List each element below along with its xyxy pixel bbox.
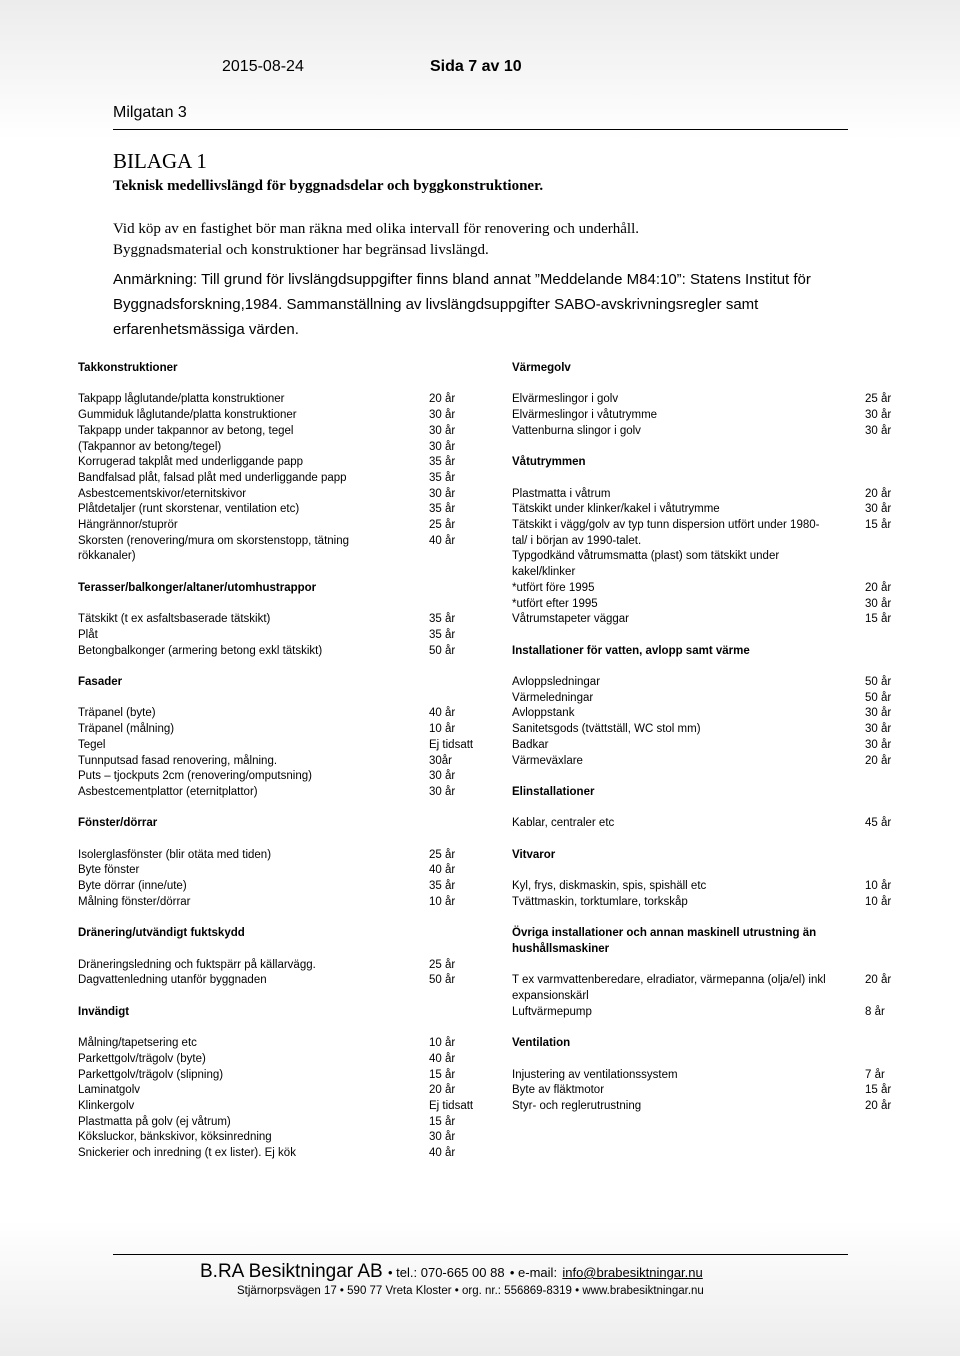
item-name: Plastmatta på golv (ej våtrum) xyxy=(78,1115,231,1128)
item-lifespan: 40 år xyxy=(429,707,456,720)
item-lifespan: 50 år xyxy=(865,676,892,688)
item-lifespan: Ej tidsatt xyxy=(429,1099,474,1112)
list-item xyxy=(512,721,925,737)
item-lifespan: Ej tidsatt xyxy=(429,738,474,751)
item-lifespan: 7 år xyxy=(865,1068,885,1081)
intro-note: Anmärkning: Till grund för livslängdsuppgifter finns bland annat ”Meddelande M84:10”: Statens Institut för Byggnadsforskning,1984. Sammanställning av livslängdsuppgifter SABO-avskrivningsregler samt erfarenhetsmässiga värden. xyxy=(113,271,811,338)
item-name: Målning fönster/dörrar xyxy=(78,895,191,908)
item-name: Tegel xyxy=(78,738,106,751)
list-item xyxy=(512,596,925,612)
list-item xyxy=(512,486,925,502)
item-lifespan: 40 år xyxy=(429,1052,456,1065)
item-name: Träpanel (byte) xyxy=(78,707,156,720)
list-item xyxy=(78,705,489,721)
list-item xyxy=(78,454,489,470)
item-name: Klinkergolv xyxy=(78,1099,135,1112)
item-name: Parkettgolv/trägolv (byte) xyxy=(78,1052,206,1065)
item-name: Laminatgolv xyxy=(78,1084,141,1097)
list-item xyxy=(512,423,925,439)
item-name: *utfört efter 1995 xyxy=(512,597,598,610)
item-name: tal/ i början av 1990-talet. xyxy=(512,534,642,547)
section-heading: Vitvaror xyxy=(512,848,556,861)
header-address: Milgatan 3 xyxy=(113,104,187,121)
list-item xyxy=(512,580,925,596)
list-item xyxy=(512,737,925,753)
item-lifespan: 50 år xyxy=(429,974,456,987)
section-heading: Dränering/utvändigt fuktskydd xyxy=(78,927,245,940)
list-item xyxy=(512,407,925,423)
list-item xyxy=(78,1098,489,1114)
section-heading: Installationer för vatten, avlopp samt värme xyxy=(512,644,750,657)
item-name: Plastmatta i våtrum xyxy=(512,487,611,500)
item-lifespan: 10 år xyxy=(429,1037,456,1050)
header-divider xyxy=(113,129,848,130)
footer-bullet: • xyxy=(388,1265,397,1280)
list-item xyxy=(78,1035,489,1051)
section-heading: Ventilation xyxy=(512,1037,571,1050)
item-lifespan: 15 år xyxy=(865,519,892,531)
section-heading: Våtutrymmen xyxy=(512,456,586,469)
list-item xyxy=(78,1129,489,1145)
list-item xyxy=(512,988,925,1004)
header-page-number: Sida 7 av 10 xyxy=(430,58,522,75)
item-lifespan: 30 år xyxy=(865,424,892,437)
footer-email-link[interactable]: info@brabesiktningar.nu xyxy=(562,1265,703,1280)
item-name: Typgodkänd våtrumsmatta (plast) som tätskikt under xyxy=(512,550,780,563)
item-lifespan: 30 år xyxy=(429,440,456,453)
list-item xyxy=(512,1098,925,1114)
list-item xyxy=(78,878,489,894)
list-item xyxy=(78,611,489,627)
item-name: Kablar, centraler etc xyxy=(512,817,615,830)
item-lifespan: 20 år xyxy=(865,974,892,987)
list-item xyxy=(78,423,489,439)
item-lifespan: 30 år xyxy=(429,770,456,783)
item-name: expansionskärl xyxy=(512,990,589,1002)
item-lifespan: 15 år xyxy=(429,1068,456,1081)
intro-line-2: Byggnadsmaterial och konstruktioner har begränsad livslängd. xyxy=(113,242,489,258)
footer-contact xyxy=(200,1261,703,1283)
list-item xyxy=(512,1082,925,1098)
section-heading: Invändigt xyxy=(78,1005,130,1018)
item-name: Plåtdetaljer (runt skorstenar, ventilation etc) xyxy=(78,503,300,516)
item-name: Byte dörrar (inne/ute) xyxy=(78,880,187,893)
list-item xyxy=(78,486,489,502)
item-name: Asbestcementskivor/eternitskivor xyxy=(78,487,247,500)
item-lifespan: 30 år xyxy=(429,1131,456,1144)
intro-line-1: Vid köp av en fastighet bör man räkna med olika intervall för renovering och underhåll. xyxy=(113,221,640,237)
footer-bullet: • xyxy=(509,1265,519,1280)
item-name: Isolerglasfönster (blir otäta med tiden) xyxy=(78,848,272,861)
item-name: Värmeväxlare xyxy=(512,754,583,767)
item-name: Betongbalkonger (armering betong exkl tätskikt) xyxy=(78,644,323,657)
item-name: Gummiduk låglutande/platta konstruktioner xyxy=(78,409,297,422)
list-item xyxy=(512,690,925,706)
item-lifespan: 10 år xyxy=(865,880,892,893)
list-item xyxy=(512,705,925,721)
item-lifespan: 10 år xyxy=(865,895,892,908)
item-lifespan: 30 år xyxy=(865,738,892,751)
item-lifespan: 30 år xyxy=(865,503,892,516)
item-name: Tätskikt (t ex asfaltsbaserade tätskikt) xyxy=(78,613,271,626)
list-item xyxy=(512,611,925,627)
item-lifespan: 25 år xyxy=(429,519,456,531)
footer-company: B.RA Besiktningar AB xyxy=(200,1261,383,1282)
item-lifespan: 10 år xyxy=(429,723,456,736)
item-name: Injustering av ventilationssystem xyxy=(512,1068,678,1081)
list-item xyxy=(78,972,489,988)
item-lifespan: 40 år xyxy=(429,1147,456,1159)
item-lifespan: 35 år xyxy=(429,628,456,641)
item-name: Hängrännor/stuprör xyxy=(78,519,178,531)
item-name: Avloppstank xyxy=(512,707,575,720)
list-item xyxy=(78,533,489,549)
list-item xyxy=(78,407,489,423)
item-name: Värmeledningar xyxy=(512,691,594,704)
list-item xyxy=(512,1004,925,1020)
list-item xyxy=(78,957,489,973)
section-heading: Takkonstruktioner xyxy=(78,362,178,374)
item-name: Köksluckor, bänkskivor, köksinredning xyxy=(78,1131,272,1144)
item-lifespan: 40 år xyxy=(429,864,456,877)
item-name: kakel/klinker xyxy=(512,566,576,579)
item-name: Korrugerad takplåt med underliggande papp xyxy=(78,456,304,469)
list-item xyxy=(78,548,489,564)
list-item xyxy=(512,1067,925,1083)
item-lifespan: 20 år xyxy=(865,581,892,594)
item-name: Tätskikt i vägg/golv av typ tunn dispersion utfört under 1980- xyxy=(512,519,820,531)
item-lifespan: 15 år xyxy=(865,1084,892,1097)
section-heading: Övriga installationer och annan maskinell utrustning än xyxy=(512,927,817,940)
list-item xyxy=(512,894,925,910)
item-lifespan: 40 år xyxy=(429,534,456,547)
list-item xyxy=(78,847,489,863)
item-name: Byte fönster xyxy=(78,864,140,877)
list-item xyxy=(512,391,925,407)
list-item xyxy=(512,972,925,988)
item-name: Snickerier och inredning (t ex lister). Ej kök xyxy=(78,1147,296,1159)
list-item xyxy=(512,753,925,769)
item-name: Byte av fläktmotor xyxy=(512,1084,605,1097)
list-item xyxy=(78,501,489,517)
item-name: Styr- och reglerutrustning xyxy=(512,1099,642,1112)
item-name: Dagvattenledning utanför byggnaden xyxy=(78,974,267,987)
section-heading-continued: hushållsmaskiner xyxy=(512,942,610,955)
list-item xyxy=(78,1067,489,1083)
list-item xyxy=(78,391,489,407)
item-lifespan: 30 år xyxy=(429,487,456,500)
item-lifespan: 30 år xyxy=(429,785,456,798)
list-item xyxy=(78,1051,489,1067)
list-item xyxy=(78,1145,489,1161)
item-lifespan: 8 år xyxy=(865,1005,885,1018)
item-lifespan: 30 år xyxy=(865,723,892,736)
item-name: Skorsten (renovering/mura om skorstenstopp, tätning xyxy=(78,534,350,547)
item-name: Badkar xyxy=(512,738,549,751)
item-name: (Takpannor av betong/tegel) xyxy=(78,440,222,453)
item-lifespan: 35 år xyxy=(429,456,456,469)
item-name: Träpanel (målning) xyxy=(78,723,175,736)
item-name: Luftvärmepump xyxy=(512,1005,592,1018)
item-name: Vattenburna slingor i golv xyxy=(512,424,641,437)
item-lifespan: 15 år xyxy=(865,613,892,626)
footer-email-label: e-mail: xyxy=(518,1265,558,1280)
item-lifespan: 30 år xyxy=(429,424,456,437)
item-name: Asbestcementplattor (eternitplattor) xyxy=(78,785,258,798)
item-lifespan: 20 år xyxy=(865,1099,892,1112)
document-title: BILAGA 1 xyxy=(113,149,207,173)
list-item xyxy=(512,517,925,533)
item-lifespan: 30 år xyxy=(865,597,892,610)
list-item xyxy=(78,784,489,800)
item-lifespan: 20 år xyxy=(865,754,892,767)
item-lifespan: 25 år xyxy=(429,848,456,861)
item-lifespan: 35 år xyxy=(429,880,456,893)
list-item xyxy=(512,548,925,564)
item-lifespan: 30 år xyxy=(429,409,456,422)
item-name: Målning/tapetsering etc xyxy=(78,1037,197,1050)
item-lifespan: 30 år xyxy=(865,409,892,422)
section-heading: Fönster/dörrar xyxy=(78,817,158,830)
item-lifespan: 50 år xyxy=(865,691,892,704)
list-item xyxy=(78,753,489,769)
list-item xyxy=(78,627,489,643)
item-name: *utfört före 1995 xyxy=(512,581,595,594)
item-name: rökkanaler) xyxy=(78,550,136,563)
section-heading: Fasader xyxy=(78,676,123,688)
item-name: Bandfalsad plåt, falsad plåt med underliggande papp xyxy=(78,471,347,484)
list-item xyxy=(78,768,489,784)
item-lifespan: 35 år xyxy=(429,503,456,516)
list-item xyxy=(512,878,925,894)
item-lifespan: 20 år xyxy=(865,487,892,500)
section-heading: Terasser/balkonger/altaner/utomhustrappor xyxy=(78,581,317,594)
item-lifespan: 10 år xyxy=(429,895,456,908)
list-item xyxy=(78,737,489,753)
list-item xyxy=(512,674,925,690)
item-lifespan: 15 år xyxy=(429,1115,456,1128)
item-name: Elvärmeslingor i våtutrymme xyxy=(512,409,658,422)
item-name: Parkettgolv/trägolv (slipning) xyxy=(78,1068,224,1081)
item-lifespan: 30 år xyxy=(865,707,892,720)
item-name: Kyl, frys, diskmaskin, spis, spishäll etc xyxy=(512,880,707,893)
list-item xyxy=(512,564,925,580)
list-item xyxy=(78,470,489,486)
header-date: 2015-08-24 xyxy=(222,58,304,75)
list-item xyxy=(78,643,489,659)
list-item xyxy=(78,439,489,455)
item-name: Tvättmaskin, torktumlare, torkskåp xyxy=(512,895,688,908)
item-lifespan: 35 år xyxy=(429,471,456,484)
item-name: Våtrumstapeter väggar xyxy=(512,613,629,626)
list-item xyxy=(78,517,489,533)
item-lifespan: 20 år xyxy=(429,393,456,406)
item-lifespan: 25 år xyxy=(865,393,892,406)
section-heading: Värmegolv xyxy=(512,362,571,374)
footer-address: Stjärnorpsvägen 17 • 590 77 Vreta Kloster • org. nr.: 556869-8319 • www.brabesiktningar.nu xyxy=(237,1285,704,1297)
list-item xyxy=(512,533,925,549)
item-name: Avloppsledningar xyxy=(512,676,601,688)
item-lifespan: 35 år xyxy=(429,613,456,626)
item-name: Elvärmeslingor i golv xyxy=(512,393,619,406)
list-item xyxy=(78,1114,489,1130)
item-name: Takpapp under takpannor av betong, tegel xyxy=(78,424,294,437)
footer-divider xyxy=(113,1254,848,1255)
list-item xyxy=(78,894,489,910)
list-item xyxy=(512,501,925,517)
item-lifespan: 25 år xyxy=(429,958,456,971)
list-item xyxy=(78,862,489,878)
item-name: Dräneringsledning och fuktspärr på källarvägg. xyxy=(78,958,316,971)
document-subtitle: Teknisk medellivslängd för byggnadsdelar och byggkonstruktioner. xyxy=(113,178,544,194)
footer-phone: tel.: 070-665 00 88 xyxy=(396,1265,505,1280)
list-item xyxy=(512,815,925,831)
item-lifespan: 45 år xyxy=(865,817,892,830)
list-item xyxy=(78,721,489,737)
item-name: Tunnputsad fasad renovering, målning. xyxy=(78,754,278,767)
item-lifespan: 30år xyxy=(429,754,453,767)
item-name: Puts – tjockputs 2cm (renovering/omputsning) xyxy=(78,770,312,783)
item-name: Sanitetsgods (tvättställ, WC stol mm) xyxy=(512,723,701,736)
item-name: Takpapp låglutande/platta konstruktioner xyxy=(78,393,285,406)
section-heading: Elinstallationer xyxy=(512,785,595,798)
item-name: Tätskikt under klinker/kakel i våtutrymme xyxy=(512,503,720,516)
item-lifespan: 50 år xyxy=(429,644,456,657)
item-lifespan: 20 år xyxy=(429,1084,456,1097)
list-item xyxy=(78,1082,489,1098)
item-name: Plåt xyxy=(78,628,98,641)
item-name: T ex varmvattenberedare, elradiator, värmepanna (olja/el) inkl xyxy=(512,974,826,987)
